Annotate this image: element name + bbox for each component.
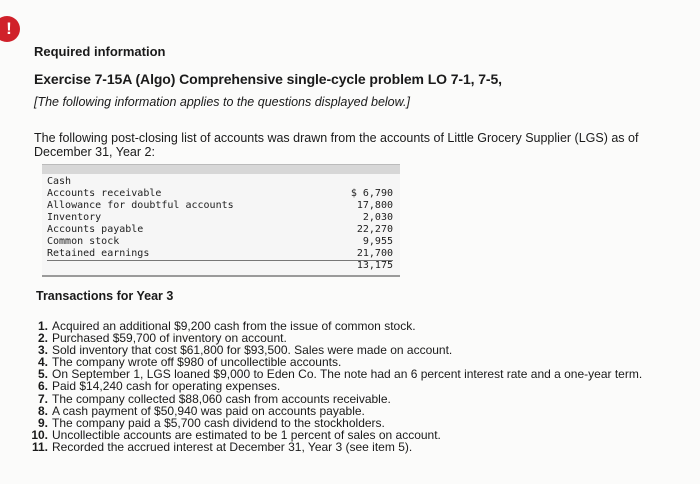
item-text: Uncollectible accounts are estimated to be 1 percent of sales on account. [52,427,441,442]
account-value: 9,955 [362,236,393,247]
account-value: 2,030 [362,212,393,223]
alert-icon[interactable]: ! [0,16,20,42]
account-name: Retained earnings [47,248,150,259]
table-row [47,224,393,236]
account-value: 22,270 [356,224,393,235]
item-number: 11. [31,439,48,454]
item-text: On September 1, LGS loaned $9,000 to Eden Co. The note had an 6 percent interest rate and a one-year term. [52,367,643,382]
item-number: 10. [31,427,48,442]
item-text: Acquired an additional $9,200 cash from the issue of common stock. [52,319,416,333]
list-item [14,441,694,453]
account-value: 21,700 [356,248,393,259]
account-value: 17,800 [356,200,393,211]
item-number: 9. [37,415,48,430]
account-value: 13,175 [356,260,393,271]
info-note: [The following information applies to the questions displayed below.] [34,95,410,109]
item-text: The company collected $88,060 cash from accounts receivable. [52,391,391,406]
item-number: 2. [37,331,48,346]
transactions-list [14,320,694,453]
item-number: 5. [37,367,48,382]
table-row [47,200,393,212]
account-name: Allowance for doubtful accounts [47,200,234,211]
item-number: 7. [37,391,48,406]
accounts-table [42,164,400,277]
account-name: Accounts payable [47,224,144,235]
table-row [47,176,393,188]
table-row [47,188,393,200]
item-text: The company wrote off $980 of uncollectible accounts. [52,355,342,370]
table-row [47,260,393,272]
item-number: 8. [37,403,48,418]
item-number: 3. [37,343,48,358]
item-number: 4. [37,355,48,370]
item-number: 1. [37,319,48,333]
account-name: Inventory [47,212,102,223]
item-text: A cash payment of $50,940 was paid on accounts payable. [52,403,365,418]
item-text: Paid $14,240 cash for operating expenses. [52,379,281,394]
item-text: Recorded the accrued interest at December 31, Year 3 (see item 5). [52,439,413,454]
item-text: Sold inventory that cost $61,800 for $93,500. Sales were made on account. [52,343,453,358]
intro-paragraph: The following post-closing list of accounts was drawn from the accounts of Little Grocery Supplier (LGS) as of December 31, Year 2: [34,131,639,159]
transactions-heading: Transactions for Year 3 [36,289,174,303]
exercise-title: Exercise 7-15A (Algo) Comprehensive single-cycle problem LO 7-1, 7-5, [34,71,502,87]
item-text: Purchased $59,700 of inventory on account. [52,331,287,346]
item-number: 6. [37,379,48,394]
account-name: Cash [47,176,72,187]
account-value: $ 6,790 [350,188,393,199]
table-row [47,212,393,224]
required-information-heading: Required information [34,44,166,59]
item-text: The company paid a $5,700 cash dividend to the stockholders. [52,415,385,430]
account-name: Common stock [47,236,120,247]
table-row [47,236,393,248]
account-name: Accounts receivable [47,188,162,199]
